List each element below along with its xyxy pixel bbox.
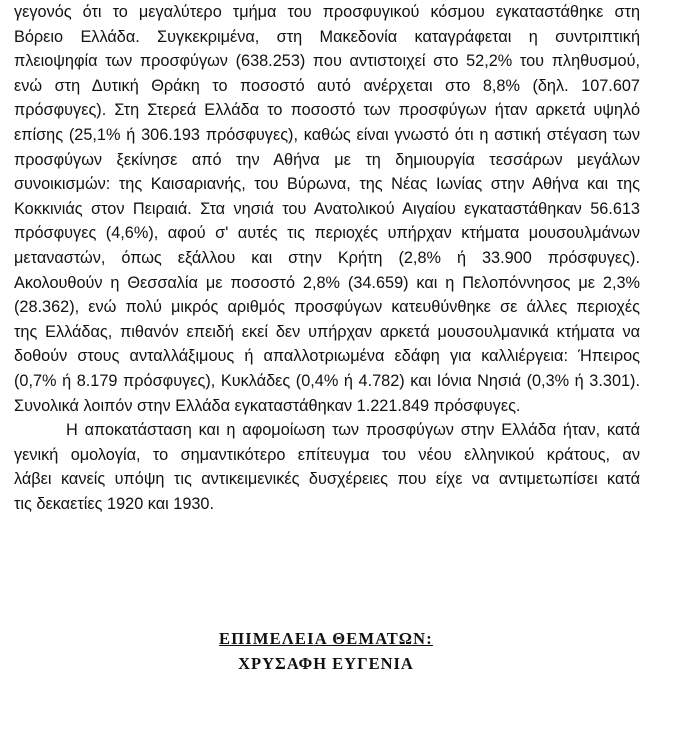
- text-line: λάβει κανείς υπόψη τις αντικειμενικές δυσχέρειες που είχε να αντιμετωπίσει κατά: [14, 470, 640, 489]
- text-line: δοθούν στους ανταλλάξιμους ή απαλλοτριωμένα εδάφη για καλλιέργεια: Ήπειρος: [14, 347, 640, 366]
- text-line: Η αποκατάσταση και η αφομοίωση των προσφύγων στην Ελλάδα ήταν, κατά: [66, 421, 640, 440]
- text-line: γεγονός ότι το μεγαλύτερο τμήμα του προσφυγικού κόσμου εγκαταστάθηκε στη: [14, 3, 640, 21]
- text-line: ενώ στη Δυτική Θράκη το ποσοστό αυτό ανέρχεται στο 8,8% (δηλ. 107.607: [14, 76, 640, 95]
- text-line: (28.362), ενώ πολύ μικρός αριθμός προσφύγων κατευθύνθηκε σε άλλες περιοχές: [14, 298, 640, 317]
- text-line: Κοκκινιάς στον Πειραιά. Στα νησιά του Ανατολικού Αιγαίου εγκαταστάθηκαν 56.613: [14, 199, 640, 218]
- signature-block: [0, 626, 652, 676]
- text-line: της Ελλάδας, πιθανόν επειδή εκεί δεν υπήρχαν αρκετά μουσουλμανικά κτήματα να: [14, 322, 640, 341]
- paragraph-2: [14, 418, 640, 516]
- text-line: Συνολικά λοιπόν στην Ελλάδα εγκαταστάθηκαν 1.221.849 πρόσφυγες.: [14, 396, 521, 415]
- text-line: πλειοψηφία των προσφύγων (638.253) που αντιστοιχεί στο 52,2% του πληθυσμού,: [14, 52, 640, 71]
- text-line: (0,7% ή 8.179 πρόσφυγες), Κυκλάδες (0,4% ή 4.782) και Ιόνια Νησιά (0,3% ή 3.301).: [14, 371, 640, 390]
- text-line: τις δεκαετίες 1920 και 1930.: [14, 494, 215, 513]
- text-line: γενική ομολογία, το σημαντικότερο επίτευγμα του νέου ελληνικού κράτους, αν: [14, 445, 640, 464]
- text-line: πρόσφυγες (4,6%), αφού σ' αυτές τις περιοχές υπήρχαν κτήματα μουσουλμάνων: [14, 224, 640, 243]
- text-line: προσφύγων ξεκίνησε από την Αθήνα με τη δημιουργία τεσσάρων μεγάλων: [14, 150, 640, 169]
- text-line: πρόσφυγες). Στη Στερεά Ελλάδα το ποσοστό των προσφύγων ήταν αρκετά υψηλό: [14, 101, 640, 120]
- text-line: μεταναστών, όπως εξάλλου και στην Κρήτη (2,8% ή 33.900 πρόσφυγες).: [14, 248, 640, 267]
- text-line: συνοικισμών: της Καισαριανής, του Βύρωνα, της Νέας Ιωνίας στην Αθήνα και της: [14, 175, 640, 194]
- body-text: [14, 0, 640, 516]
- text-line: Βόρειο Ελλάδα. Συγκεκριμένα, στη Μακεδονία καταγράφεται η συντριπτική: [14, 27, 640, 46]
- signature-title: ΕΠΙΜΕΛΕΙΑ ΘΕΜΑΤΩΝ:: [219, 629, 433, 648]
- paragraph-1: [14, 0, 640, 418]
- text-line: Ακολουθούν η Θεσσαλία με ποσοστό 2,8% (34.659) και η Πελοπόννησος με 2,3%: [14, 273, 640, 292]
- signature-name: ΧΡΥΣΑΦΗ ΕΥΓΕΝΙΑ: [238, 654, 414, 673]
- text-line: επίσης (25,1% ή 306.193 πρόσφυγες), καθώς είναι γνωστό ότι η αστική στέγαση των: [14, 125, 640, 144]
